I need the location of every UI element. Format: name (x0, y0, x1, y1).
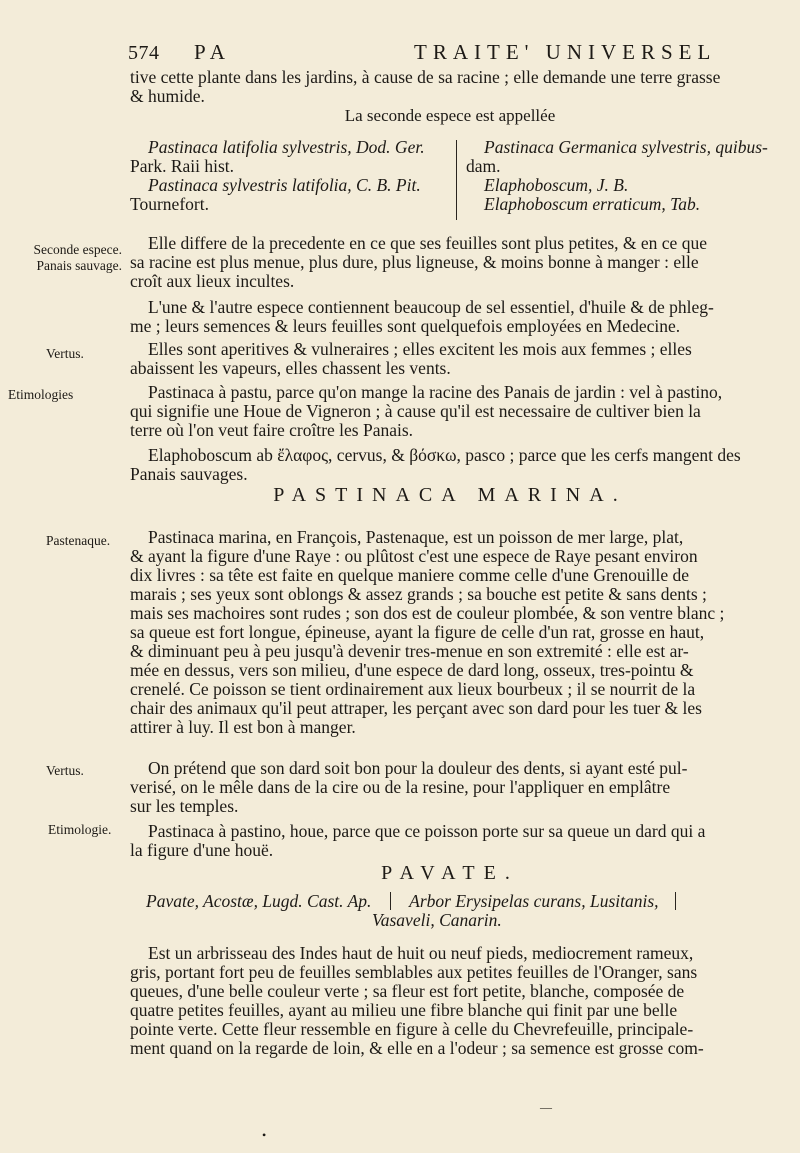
section-title-pastinaca-marina: PASTINACA MARINA. (273, 484, 627, 506)
column-divider (456, 140, 457, 220)
synonym-line: Pastinaca sylvestris latifolia, C. B. Pit. (148, 175, 421, 195)
text-line: sur les temples. (130, 796, 239, 816)
text-line: L'une & l'autre espece contiennent beaucoup de sel essentiel, d'huile & de phleg- (148, 297, 714, 317)
text-line: Pastinaca à pastu, parce qu'on mange la racine des Panais de jardin : vel à pastino, (148, 382, 723, 402)
column-divider (675, 892, 676, 910)
text-line: & ayant la figure d'une Raye : ou plûtost c'est une espece de Raye pesant environ (130, 546, 698, 566)
text-line: & humide. (130, 86, 205, 106)
synonym-left: Pavate, Acostæ, Lugd. Cast. Ap. (146, 891, 372, 911)
paragraph-pavate (130, 944, 770, 1058)
text-line: gris, portant fort peu de feuilles semblables aux petites feuilles de l'Oranger, sans (130, 962, 698, 982)
synonym-line: Park. Raii hist. (130, 156, 235, 176)
text-line: la figure d'une houë. (130, 840, 274, 860)
text-line: queues, d'une belle couleur verte ; sa fleur est fort petite, blanche, composée de (130, 981, 685, 1001)
text-line: verisé, on le mêle dans de la cire ou de la resine, pour l'appliquer en emplâtre (130, 777, 671, 797)
printer-mark: • (262, 1128, 267, 1142)
text-line: pointe verte. Cette fleur ressemble en figure à celle du Chevrefeuille, principale- (130, 1019, 694, 1039)
section-title-pavate: PAVATE. (381, 862, 519, 884)
text-line: Elaphoboscum ab ἔλαφος, cervus, & βόσκω, pasco ; parce que les cerfs mangent des (148, 445, 741, 465)
synonym-line: Pastinaca Germanica sylvestris, quibus- (484, 137, 768, 157)
synonyms-left (130, 138, 450, 214)
text-line: abaissent les vapeurs, elles chassent les vents. (130, 358, 451, 378)
synonym-line: Vasaveli, Canarin. (372, 910, 502, 930)
text-line: attirer à luy. Il est bon à manger. (130, 717, 356, 737)
paragraph-vertus-marina (130, 759, 770, 816)
column-divider (390, 892, 391, 910)
text-line: Elles sont aperitives & vulneraires ; elles excitent les mois aux femmes ; elles (148, 339, 692, 359)
margin-note-seconde: Seconde espece. Panais sauvage. (33, 242, 122, 273)
synonym-line: Elaphoboscum erraticum, Tab. (484, 194, 701, 214)
text-line: terre où l'on veut faire croître les Panais. (130, 420, 414, 440)
text-line: Panais sauvages. (130, 464, 248, 484)
paragraph-etymology-marina (130, 822, 770, 860)
paragraph-seconde (130, 234, 770, 291)
text-line: ment quand on la regarde de loin, & elle en a l'odeur ; sa semence est grosse com- (130, 1038, 704, 1058)
page-number: 574 (128, 42, 160, 64)
text-line: Pastinaca marina, en François, Pastenaque, est un poisson de mer large, plat, (148, 527, 684, 547)
synonym-line: Elaphoboscum, J. B. (484, 175, 629, 195)
paragraph-vertus (130, 340, 770, 378)
synonym-line: Pastinaca latifolia sylvestris, Dod. Ger. (148, 137, 425, 157)
text-line: mée en dessus, vers son milieu, d'une espece de dard long, osseux, tres-pointu & (130, 660, 694, 680)
paragraph-etymology (130, 383, 770, 440)
text-line: Elle differe de la precedente en ce que ses feuilles sont plus petites, & en ce que (148, 233, 707, 253)
margin-note-vertus-2: Vertus. (46, 763, 84, 778)
synonyms-pavate (146, 892, 770, 930)
text-line: chair des animaux qu'il peut attraper, les perçant avec son dard pour les tuer & les (130, 698, 702, 718)
second-species-intro: La seconde espece est appellée (344, 106, 556, 125)
margin-note-pastenaque: Pastenaque. (46, 533, 111, 548)
header-keyword: PA (194, 40, 231, 64)
text-line: On prétend que son dard soit bon pour la douleur des dents, si ayant esté pul- (148, 758, 688, 778)
text-line: Pastinaca à pastino, houe, parce que ce poisson porte sur sa queue un dard qui a (148, 821, 706, 841)
printer-mark: — (540, 1100, 552, 1114)
text-line: Est un arbrisseau des Indes haut de huit ou neuf pieds, mediocrement rameux, (148, 943, 694, 963)
text-line: crenelé. Ce poisson se tient ordinairement aux lieux bourbeux ; il se nourrit de la (130, 679, 696, 699)
intro-paragraph (130, 68, 770, 106)
paragraph-composition (130, 298, 770, 336)
paragraph-elaphoboscum (130, 446, 770, 484)
text-line: croît aux lieux incultes. (130, 271, 295, 291)
margin-note-etimologies: Etimologies (8, 387, 74, 402)
synonym-line: Tournefort. (130, 194, 209, 214)
margin-note-etimologie: Etimologie. (48, 822, 112, 837)
text-line: qui signifie une Houe de Vigneron ; à cause qu'il est necessaire de cultiver bien la (130, 401, 701, 421)
paragraph-pastinaca-marina (130, 528, 770, 737)
text-line: sa racine est plus menue, plus dure, plus ligneuse, & moins bonne à manger : elle (130, 252, 699, 272)
synonym-line (146, 892, 770, 911)
text-line: dix livres : sa tête est faite en quelque maniere comme celle d'une Grenouille de (130, 565, 690, 585)
synonym-line: dam. (466, 156, 501, 176)
text-line: quatre petites feuilles, ayant au milieu une fibre blanche qui finit par une belle (130, 1000, 678, 1020)
text-line: mais ses machoires sont rudes ; son dos est de couleur plombée, & son ventre blanc ; (130, 603, 725, 623)
margin-note-vertus: Vertus. (46, 346, 84, 361)
running-title: TRAITE' UNIVERSEL (414, 40, 717, 64)
running-header (128, 40, 780, 66)
text-line: me ; leurs semences & leurs feuilles sont quelquefois employées en Medecine. (130, 316, 681, 336)
text-line: sa queue est fort longue, épineuse, ayant la figure de celle d'un rat, grosse en haut, (130, 622, 705, 642)
synonyms-right (466, 138, 766, 214)
text-line: & diminuant peu à peu jusqu'à devenir tres-menue en son extremité : elle est ar- (130, 641, 689, 661)
synonym-right: Arbor Erysipelas curans, Lusitanis, (409, 891, 659, 911)
text-line: marais ; ses yeux sont oblongs & assez grands ; sa bouche est petite & sans dents ; (130, 584, 707, 604)
text-line: tive cette plante dans les jardins, à cause de sa racine ; elle demande une terre grasse (130, 67, 721, 87)
